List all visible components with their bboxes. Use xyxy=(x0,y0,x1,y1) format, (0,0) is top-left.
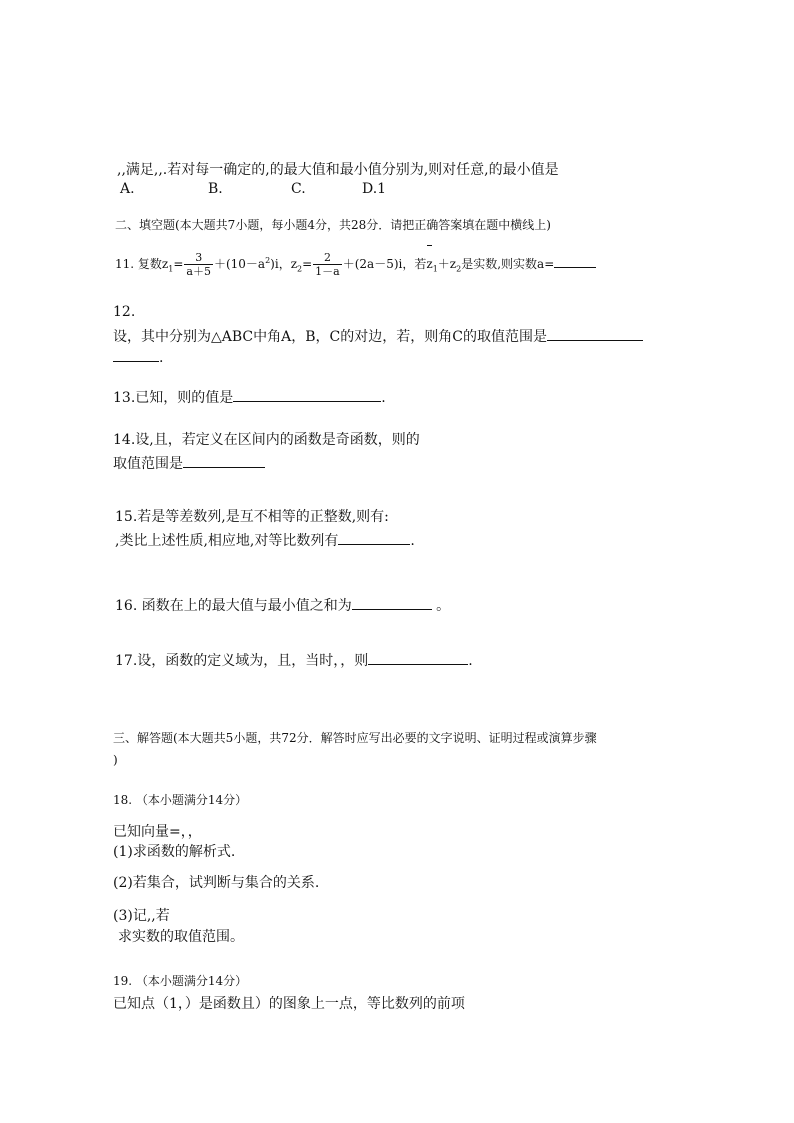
q10-option-d: D.1 xyxy=(362,181,387,197)
q18-line1: 已知向量=，， xyxy=(113,824,202,840)
q18-part3-cont: 求实数的取值范围。 xyxy=(118,929,244,945)
q11: 11. 复数$z_1=$ $\frac{3}{a+5}$ $+(10-a^2)i$，$z_2=$ $\frac{2}{1-a}$ ＋(2a－5)i，若$z_1+z_2$是实数,则实数a= xyxy=(115,246,596,284)
q16: 16. 函数在上的最大值与最小值之和为 。 xyxy=(115,595,450,615)
q18-part2: (2)若集合，试判断与集合的关系. xyxy=(113,875,320,891)
q15-answer-blank[interactable] xyxy=(338,530,410,545)
q10-option-a: A. xyxy=(120,181,135,197)
z-conjugate: z xyxy=(426,249,432,279)
q12-answer-blank-cont[interactable] xyxy=(113,347,159,362)
q12-number: 12. xyxy=(113,304,136,320)
q12-continuation: . xyxy=(113,347,163,367)
q15-line2: ,类比上述性质,相应地,对等比数列有 . xyxy=(115,530,415,550)
q13-answer-blank[interactable] xyxy=(233,387,381,402)
q12-answer-blank[interactable] xyxy=(547,326,643,341)
q11-fraction-1: $\frac{3}{a+5}$ xyxy=(186,251,211,278)
q14-line2: 取值范围是 xyxy=(113,453,265,473)
section3-header: 三、解答题(本大题共5小题，共72分．解答时应写出必要的文字说明、证明过程或演算步骤 xyxy=(113,731,597,745)
q10-option-b: B. xyxy=(208,181,223,197)
q13: 13.已知，则的值是 . xyxy=(113,387,386,407)
q18-title: 18. （本小题满分14分） xyxy=(113,793,248,807)
q17-answer-blank[interactable] xyxy=(368,650,468,665)
q18-part3: (3)记,,若 xyxy=(113,908,170,924)
section3-header-close: ) xyxy=(113,753,118,767)
q17: 17.设，函数的定义域为，且，当时，，则 . xyxy=(115,650,473,670)
q11-answer-blank[interactable] xyxy=(554,253,596,268)
q18-part1: (1)求函数的解析式. xyxy=(113,844,236,860)
q19-title: 19. （本小题满分14分） xyxy=(113,974,248,988)
q10-stem: ,,满足,,.若对每一确定的,的最大值和最小值分别为,则对任意,的最小值是 xyxy=(117,162,559,178)
q19-line1: 已知点（1，）是函数且）的图象上一点，等比数列的前项 xyxy=(113,996,465,1012)
q14-line1: 14.设,且，若定义在区间内的函数是奇函数，则的 xyxy=(113,432,420,448)
q10-option-c: C. xyxy=(291,181,306,197)
q15-line1: 15.若是等差数列,是互不相等的正整数,则有: xyxy=(115,509,389,525)
q11-number: 11. xyxy=(115,257,135,271)
q11-fraction-2: $\frac{2}{1-a}$ xyxy=(315,251,340,278)
q16-answer-blank[interactable] xyxy=(352,595,432,610)
section2-header: 二、填空题(本大题共7小题，每小题4分，共28分．请把正确答案填在题中横线上) xyxy=(115,218,551,232)
q14-answer-blank[interactable] xyxy=(183,453,265,468)
q12-text: 设，其中分别为△ABC中角A，B，C的对边，若，则角C的取值范围是 xyxy=(113,326,643,346)
